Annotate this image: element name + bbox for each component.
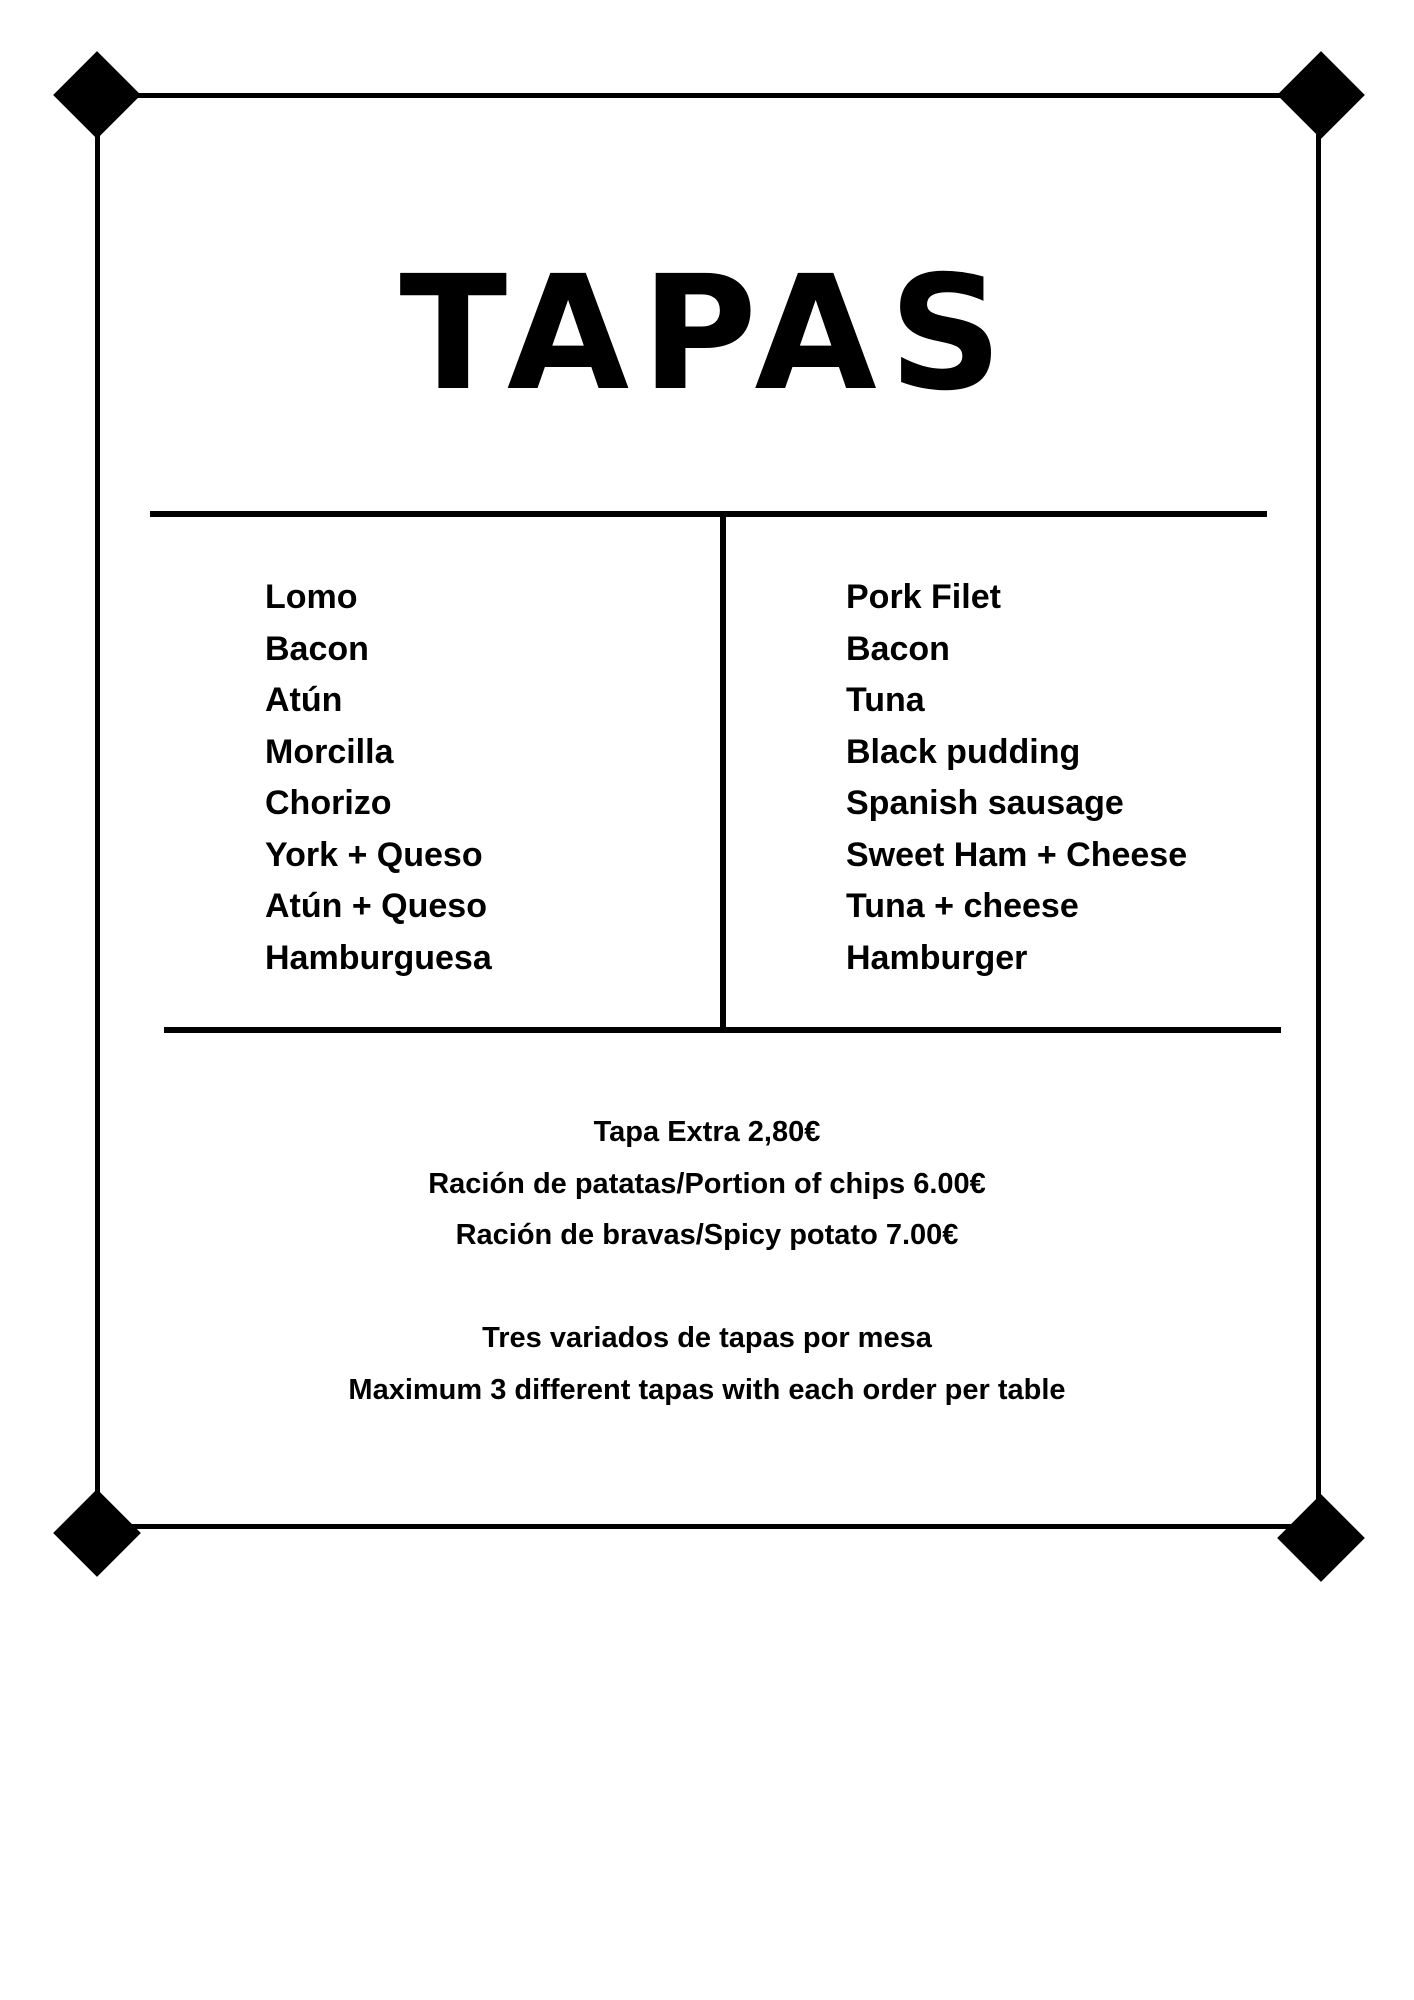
english-item: Sweet Ham + Cheese xyxy=(846,835,1188,874)
spanish-item: Atún xyxy=(265,681,343,719)
policy-line-spanish: Tres variados de tapas por mesa xyxy=(482,1322,932,1354)
spanish-item: York + Queso xyxy=(265,835,483,874)
price-line-bravas: Ración de bravas/Spicy potato 7.00€ xyxy=(455,1219,959,1251)
spanish-item: Chorizo xyxy=(265,784,392,822)
english-item: Black pudding xyxy=(846,732,1081,771)
divider-top xyxy=(150,511,1267,517)
spanish-items-list xyxy=(265,572,492,984)
english-item: Bacon xyxy=(846,629,950,668)
divider-bottom xyxy=(164,1027,1281,1033)
english-item: Tuna xyxy=(846,681,925,719)
menu-title: TAPAS xyxy=(399,242,1015,426)
spanish-item: Bacon xyxy=(265,629,369,668)
price-notes xyxy=(0,1107,1414,1262)
english-item: Pork Filet xyxy=(846,578,1001,616)
spanish-item: Hamburguesa xyxy=(265,938,492,977)
policy-notes xyxy=(0,1313,1414,1416)
price-line-chips: Ración de patatas/Portion of chips 6.00€ xyxy=(428,1167,986,1200)
spanish-item: Lomo xyxy=(265,578,358,616)
english-items-list xyxy=(846,572,1187,984)
english-item: Tuna + cheese xyxy=(846,887,1079,925)
english-item: Hamburger xyxy=(846,938,1028,977)
policy-line-english: Maximum 3 different tapas with each order per table xyxy=(348,1373,1066,1406)
english-item: Spanish sausage xyxy=(846,784,1124,822)
spanish-item: Morcilla xyxy=(265,732,394,771)
spanish-item: Atún + Queso xyxy=(265,887,487,925)
divider-vertical xyxy=(720,516,726,1028)
price-line-tapa-extra: Tapa Extra 2,80€ xyxy=(593,1116,821,1148)
